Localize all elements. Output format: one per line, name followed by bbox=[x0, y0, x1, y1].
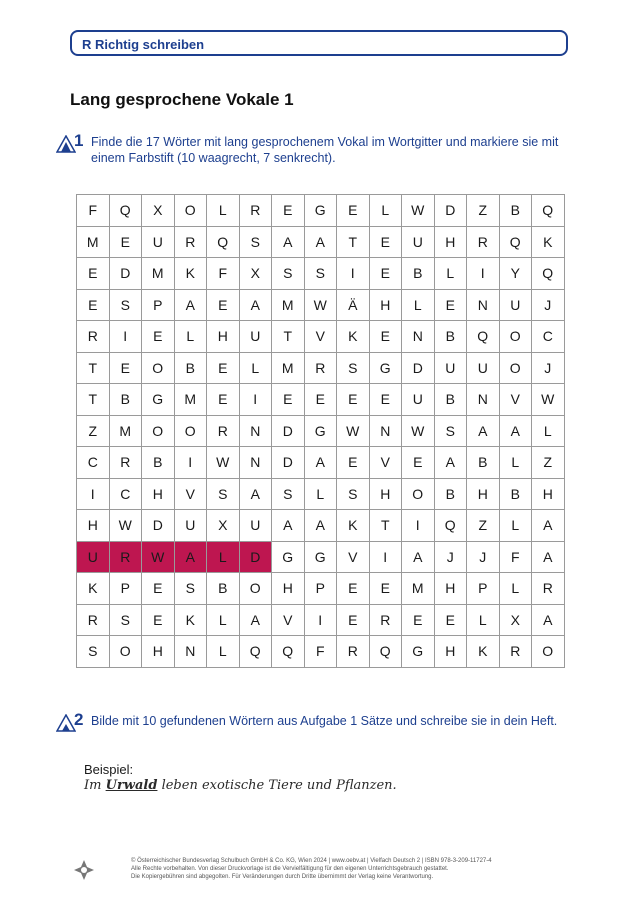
grid-cell[interactable]: V bbox=[272, 604, 305, 636]
grid-cell[interactable]: B bbox=[207, 573, 240, 605]
grid-cell[interactable]: B bbox=[499, 478, 532, 510]
grid-cell[interactable]: S bbox=[77, 636, 110, 668]
grid-cell[interactable]: G bbox=[402, 636, 435, 668]
grid-row bbox=[77, 573, 565, 605]
section-header bbox=[70, 30, 568, 56]
grid-row bbox=[77, 510, 565, 542]
grid-cell[interactable]: L bbox=[532, 415, 565, 447]
grid-cell[interactable]: E bbox=[109, 226, 142, 258]
grid-cell[interactable]: M bbox=[272, 352, 305, 384]
grid-cell[interactable]: D bbox=[402, 352, 435, 384]
grid-cell[interactable]: G bbox=[304, 415, 337, 447]
grid-cell[interactable]: O bbox=[499, 321, 532, 353]
grid-cell[interactable]: I bbox=[239, 384, 272, 416]
grid-cell[interactable]: R bbox=[532, 573, 565, 605]
grid-cell[interactable]: S bbox=[272, 258, 305, 290]
grid-cell[interactable]: F bbox=[77, 195, 110, 227]
grid-cell[interactable]: E bbox=[304, 384, 337, 416]
grid-cell[interactable]: O bbox=[142, 352, 175, 384]
grid-cell[interactable]: E bbox=[109, 352, 142, 384]
grid-cell[interactable]: M bbox=[109, 415, 142, 447]
grid-cell[interactable]: Z bbox=[532, 447, 565, 479]
grid-cell[interactable]: U bbox=[434, 352, 467, 384]
grid-cell[interactable]: K bbox=[337, 510, 370, 542]
grid-cell[interactable]: O bbox=[499, 352, 532, 384]
grid-cell[interactable]: Y bbox=[499, 258, 532, 290]
grid-cell[interactable]: P bbox=[304, 573, 337, 605]
grid-cell[interactable]: A bbox=[499, 415, 532, 447]
grid-cell[interactable]: A bbox=[532, 510, 565, 542]
grid-cell[interactable]: E bbox=[369, 573, 402, 605]
grid-cell[interactable]: Q bbox=[532, 195, 565, 227]
grid-cell[interactable]: E bbox=[434, 604, 467, 636]
example-label: Beispiel: bbox=[84, 762, 134, 777]
grid-cell[interactable]: T bbox=[337, 226, 370, 258]
grid-cell[interactable]: H bbox=[369, 478, 402, 510]
grid-cell[interactable]: L bbox=[174, 321, 207, 353]
grid-cell[interactable]: T bbox=[272, 321, 305, 353]
grid-cell[interactable]: D bbox=[239, 541, 272, 573]
grid-cell[interactable]: C bbox=[109, 478, 142, 510]
grid-row bbox=[77, 447, 565, 479]
grid-cell[interactable]: A bbox=[434, 447, 467, 479]
grid-cell[interactable]: T bbox=[77, 384, 110, 416]
grid-cell[interactable]: K bbox=[532, 226, 565, 258]
grid-cell[interactable]: L bbox=[207, 195, 240, 227]
difficulty-triangle-icon bbox=[56, 714, 76, 732]
grid-cell[interactable]: A bbox=[304, 447, 337, 479]
grid-cell[interactable]: M bbox=[77, 226, 110, 258]
grid-cell[interactable]: E bbox=[207, 384, 240, 416]
grid-row bbox=[77, 226, 565, 258]
grid-cell[interactable]: U bbox=[239, 321, 272, 353]
grid-cell[interactable]: L bbox=[467, 604, 500, 636]
grid-cell[interactable]: G bbox=[304, 195, 337, 227]
example-sentence bbox=[84, 778, 397, 793]
grid-cell[interactable]: M bbox=[174, 384, 207, 416]
grid-cell[interactable]: A bbox=[174, 289, 207, 321]
grid-cell[interactable]: R bbox=[77, 321, 110, 353]
grid-cell[interactable]: G bbox=[272, 541, 305, 573]
grid-cell[interactable]: U bbox=[239, 510, 272, 542]
grid-row bbox=[77, 478, 565, 510]
grid-cell[interactable]: U bbox=[142, 226, 175, 258]
grid-cell[interactable]: E bbox=[402, 447, 435, 479]
grid-cell[interactable]: Q bbox=[369, 636, 402, 668]
grid-cell[interactable]: D bbox=[272, 447, 305, 479]
grid-cell[interactable]: A bbox=[239, 478, 272, 510]
grid-cell[interactable]: Q bbox=[499, 226, 532, 258]
grid-cell[interactable]: R bbox=[369, 604, 402, 636]
grid-row bbox=[77, 636, 565, 668]
grid-cell[interactable]: W bbox=[109, 510, 142, 542]
grid-cell[interactable]: V bbox=[499, 384, 532, 416]
grid-cell[interactable]: O bbox=[174, 415, 207, 447]
grid-cell[interactable]: M bbox=[402, 573, 435, 605]
grid-cell[interactable]: A bbox=[532, 604, 565, 636]
grid-cell[interactable]: U bbox=[174, 510, 207, 542]
grid-cell[interactable]: L bbox=[207, 604, 240, 636]
grid-cell[interactable]: L bbox=[304, 478, 337, 510]
grid-cell[interactable]: E bbox=[337, 384, 370, 416]
grid-cell[interactable]: H bbox=[142, 636, 175, 668]
grid-cell[interactable]: K bbox=[337, 321, 370, 353]
grid-cell[interactable]: V bbox=[174, 478, 207, 510]
grid-cell[interactable]: L bbox=[207, 636, 240, 668]
grid-cell[interactable]: S bbox=[337, 352, 370, 384]
grid-row bbox=[77, 321, 565, 353]
grid-cell[interactable]: A bbox=[272, 510, 305, 542]
section-header-label: R Richtig schreiben bbox=[82, 37, 205, 52]
grid-cell[interactable]: E bbox=[369, 226, 402, 258]
grid-row bbox=[77, 258, 565, 290]
grid-cell[interactable]: B bbox=[434, 321, 467, 353]
grid-cell[interactable]: E bbox=[402, 604, 435, 636]
grid-cell[interactable]: E bbox=[337, 195, 370, 227]
grid-cell[interactable]: H bbox=[532, 478, 565, 510]
grid-cell[interactable]: W bbox=[337, 415, 370, 447]
grid-cell[interactable]: A bbox=[174, 541, 207, 573]
grid-cell[interactable]: Q bbox=[239, 636, 272, 668]
grid-cell[interactable]: N bbox=[239, 447, 272, 479]
grid-cell[interactable]: E bbox=[77, 258, 110, 290]
grid-cell[interactable]: L bbox=[207, 541, 240, 573]
grid-cell[interactable]: H bbox=[272, 573, 305, 605]
grid-cell[interactable]: O bbox=[174, 195, 207, 227]
grid-cell[interactable]: N bbox=[402, 321, 435, 353]
grid-cell[interactable]: A bbox=[272, 226, 305, 258]
task-number: 2 bbox=[74, 710, 84, 729]
grid-cell[interactable]: R bbox=[304, 352, 337, 384]
grid-cell[interactable]: E bbox=[142, 321, 175, 353]
grid-cell[interactable]: H bbox=[434, 226, 467, 258]
grid-cell[interactable]: L bbox=[499, 573, 532, 605]
grid-row bbox=[77, 604, 565, 636]
grid-cell[interactable]: M bbox=[142, 258, 175, 290]
grid-cell[interactable]: Q bbox=[272, 636, 305, 668]
footer-line: © Österreichischer Bundesverlag Schulbuch GmbH & Co. KG, Wien 2024 | www.oebv.at | Vielfach Deutsch 2 | ISBN 978-3-209-11727-4 bbox=[131, 858, 492, 864]
grid-cell[interactable]: Z bbox=[77, 415, 110, 447]
grid-cell[interactable]: O bbox=[532, 636, 565, 668]
task-instruction: Finde die 17 Wörter mit lang gesprochenem Vokal im Wortgitter und markiere sie mit einem Farbstift (10 waagrecht, 7 senkrecht). bbox=[91, 135, 559, 165]
publisher-logo-icon bbox=[72, 858, 96, 882]
grid-cell[interactable]: D bbox=[142, 510, 175, 542]
grid-cell[interactable]: L bbox=[239, 352, 272, 384]
grid-cell[interactable]: T bbox=[77, 352, 110, 384]
grid-cell[interactable]: R bbox=[337, 636, 370, 668]
grid-cell[interactable]: W bbox=[402, 195, 435, 227]
grid-cell[interactable]: H bbox=[207, 321, 240, 353]
grid-cell[interactable]: X bbox=[142, 195, 175, 227]
grid-cell[interactable]: W bbox=[142, 541, 175, 573]
grid-row bbox=[77, 352, 565, 384]
grid-cell[interactable]: O bbox=[239, 573, 272, 605]
grid-cell[interactable]: S bbox=[239, 226, 272, 258]
grid-cell[interactable]: H bbox=[467, 478, 500, 510]
footer bbox=[131, 857, 571, 881]
grid-cell[interactable]: D bbox=[109, 258, 142, 290]
grid-cell[interactable]: E bbox=[337, 447, 370, 479]
grid-cell[interactable]: A bbox=[402, 541, 435, 573]
grid-row bbox=[77, 415, 565, 447]
grid-cell[interactable]: N bbox=[467, 384, 500, 416]
page-title: Lang gesprochene Vokale 1 bbox=[70, 90, 294, 109]
grid-cell[interactable]: V bbox=[369, 447, 402, 479]
grid-cell[interactable]: V bbox=[304, 321, 337, 353]
grid-cell[interactable]: F bbox=[207, 258, 240, 290]
grid-cell[interactable]: P bbox=[467, 573, 500, 605]
grid-cell[interactable]: E bbox=[77, 289, 110, 321]
grid-cell[interactable]: C bbox=[77, 447, 110, 479]
grid-cell[interactable]: B bbox=[402, 258, 435, 290]
grid-cell[interactable]: I bbox=[174, 447, 207, 479]
grid-cell[interactable]: Q bbox=[467, 321, 500, 353]
grid-cell[interactable]: K bbox=[174, 604, 207, 636]
grid-cell[interactable]: L bbox=[499, 447, 532, 479]
grid-cell[interactable]: L bbox=[402, 289, 435, 321]
grid-cell[interactable]: U bbox=[467, 352, 500, 384]
grid-cell[interactable]: I bbox=[337, 258, 370, 290]
grid-cell[interactable]: H bbox=[142, 478, 175, 510]
grid-cell[interactable]: U bbox=[499, 289, 532, 321]
grid-cell[interactable]: I bbox=[304, 604, 337, 636]
grid-cell[interactable]: N bbox=[369, 415, 402, 447]
grid-cell[interactable]: J bbox=[467, 541, 500, 573]
grid-row bbox=[77, 195, 565, 227]
grid-cell[interactable]: A bbox=[239, 289, 272, 321]
grid-cell[interactable]: D bbox=[434, 195, 467, 227]
grid-cell[interactable]: J bbox=[532, 352, 565, 384]
grid-cell[interactable]: K bbox=[77, 573, 110, 605]
grid-cell[interactable]: O bbox=[109, 636, 142, 668]
grid-row bbox=[77, 289, 565, 321]
grid-cell[interactable]: I bbox=[369, 541, 402, 573]
grid-cell[interactable]: Q bbox=[207, 226, 240, 258]
grid-cell[interactable]: A bbox=[304, 226, 337, 258]
grid-cell[interactable]: Ä bbox=[337, 289, 370, 321]
grid-cell[interactable]: U bbox=[402, 384, 435, 416]
grid-cell[interactable]: F bbox=[304, 636, 337, 668]
grid-cell[interactable]: E bbox=[369, 384, 402, 416]
grid-cell[interactable]: R bbox=[109, 541, 142, 573]
grid-cell[interactable]: H bbox=[434, 636, 467, 668]
grid-cell[interactable]: D bbox=[272, 415, 305, 447]
grid-cell[interactable]: W bbox=[402, 415, 435, 447]
footer-line: Alle Rechte vorbehalten. Von dieser Druckvorlage ist die Vervielfältigung für den eigenen Unterrichtsgebrauch gestattet. bbox=[131, 866, 449, 872]
grid-cell[interactable]: E bbox=[434, 289, 467, 321]
grid-cell[interactable]: G bbox=[369, 352, 402, 384]
grid-cell[interactable]: A bbox=[304, 510, 337, 542]
grid-cell[interactable]: Z bbox=[467, 195, 500, 227]
grid-cell[interactable]: C bbox=[532, 321, 565, 353]
grid-cell[interactable]: H bbox=[77, 510, 110, 542]
grid-cell[interactable]: R bbox=[174, 226, 207, 258]
grid-cell[interactable]: S bbox=[434, 415, 467, 447]
grid-cell[interactable]: W bbox=[304, 289, 337, 321]
grid-cell[interactable]: V bbox=[337, 541, 370, 573]
grid-cell[interactable]: W bbox=[532, 384, 565, 416]
grid-cell[interactable]: M bbox=[272, 289, 305, 321]
grid-cell[interactable]: I bbox=[109, 321, 142, 353]
grid-cell[interactable]: B bbox=[434, 384, 467, 416]
task-instruction: Bilde mit 10 gefundenen Wörtern aus Aufgabe 1 Sätze und schreibe sie in dein Heft. bbox=[91, 714, 558, 728]
grid-cell[interactable]: R bbox=[109, 447, 142, 479]
grid-cell[interactable]: R bbox=[467, 226, 500, 258]
grid-cell[interactable]: A bbox=[467, 415, 500, 447]
grid-cell[interactable]: N bbox=[239, 415, 272, 447]
grid-cell[interactable]: J bbox=[532, 289, 565, 321]
grid-cell[interactable]: R bbox=[207, 415, 240, 447]
task-number: 1 bbox=[74, 131, 84, 150]
grid-cell[interactable]: R bbox=[77, 604, 110, 636]
grid-cell[interactable]: L bbox=[499, 510, 532, 542]
grid-cell[interactable]: E bbox=[337, 573, 370, 605]
grid-cell[interactable]: A bbox=[532, 541, 565, 573]
grid-cell[interactable]: I bbox=[467, 258, 500, 290]
grid-cell[interactable]: J bbox=[434, 541, 467, 573]
grid-cell[interactable]: P bbox=[142, 289, 175, 321]
grid-cell[interactable]: Q bbox=[434, 510, 467, 542]
grid-cell[interactable]: B bbox=[174, 352, 207, 384]
grid-cell[interactable]: U bbox=[77, 541, 110, 573]
grid-cell[interactable]: E bbox=[207, 289, 240, 321]
grid-cell[interactable]: S bbox=[207, 478, 240, 510]
word-grid bbox=[76, 194, 565, 668]
grid-cell[interactable]: X bbox=[207, 510, 240, 542]
grid-cell[interactable]: K bbox=[467, 636, 500, 668]
grid-cell[interactable]: S bbox=[174, 573, 207, 605]
grid-cell[interactable]: B bbox=[142, 447, 175, 479]
grid-cell[interactable]: S bbox=[109, 289, 142, 321]
example-suffix: leben exotische Tiere und Pflanzen. bbox=[157, 778, 397, 793]
grid-cell[interactable]: E bbox=[142, 604, 175, 636]
grid-cell[interactable]: A bbox=[239, 604, 272, 636]
grid-cell[interactable]: T bbox=[369, 510, 402, 542]
grid-cell[interactable]: B bbox=[109, 384, 142, 416]
grid-cell[interactable]: R bbox=[499, 636, 532, 668]
grid-cell[interactable]: K bbox=[174, 258, 207, 290]
difficulty-triangle-icon bbox=[56, 135, 76, 153]
grid-cell[interactable]: E bbox=[369, 258, 402, 290]
grid-cell[interactable]: G bbox=[142, 384, 175, 416]
grid-cell[interactable]: I bbox=[402, 510, 435, 542]
example-prefix: Im bbox=[84, 778, 106, 793]
grid-cell[interactable]: L bbox=[434, 258, 467, 290]
grid-cell[interactable]: E bbox=[369, 321, 402, 353]
grid-cell[interactable]: B bbox=[467, 447, 500, 479]
grid-cell[interactable]: X bbox=[499, 604, 532, 636]
grid-cell[interactable]: X bbox=[239, 258, 272, 290]
grid-cell[interactable]: S bbox=[304, 258, 337, 290]
grid-cell[interactable]: E bbox=[272, 384, 305, 416]
grid-cell[interactable]: P bbox=[109, 573, 142, 605]
grid-cell[interactable]: B bbox=[434, 478, 467, 510]
footer-line: Die Kopiergebühren sind abgegolten. Für Veränderungen durch Dritte übernimmt der Verlag keine Verantwortung. bbox=[131, 874, 434, 880]
grid-cell[interactable]: L bbox=[369, 195, 402, 227]
grid-cell[interactable]: Q bbox=[109, 195, 142, 227]
grid-row bbox=[77, 541, 565, 573]
grid-cell[interactable]: Q bbox=[532, 258, 565, 290]
grid-cell[interactable]: S bbox=[109, 604, 142, 636]
grid-cell[interactable]: N bbox=[174, 636, 207, 668]
grid-cell[interactable]: I bbox=[77, 478, 110, 510]
grid-row bbox=[77, 384, 565, 416]
grid-cell[interactable]: E bbox=[207, 352, 240, 384]
grid-cell[interactable]: H bbox=[434, 573, 467, 605]
grid-cell[interactable]: W bbox=[207, 447, 240, 479]
grid-cell[interactable]: Z bbox=[467, 510, 500, 542]
example-word: Urwald bbox=[105, 778, 158, 793]
grid-cell[interactable]: B bbox=[499, 195, 532, 227]
grid-cell[interactable]: N bbox=[467, 289, 500, 321]
grid-cell[interactable]: H bbox=[369, 289, 402, 321]
grid-cell[interactable]: S bbox=[272, 478, 305, 510]
grid-cell[interactable]: F bbox=[499, 541, 532, 573]
grid-cell[interactable]: O bbox=[402, 478, 435, 510]
grid-cell[interactable]: G bbox=[304, 541, 337, 573]
grid-cell[interactable]: U bbox=[402, 226, 435, 258]
grid-cell[interactable]: O bbox=[142, 415, 175, 447]
grid-cell[interactable]: S bbox=[337, 478, 370, 510]
grid-cell[interactable]: E bbox=[142, 573, 175, 605]
grid-cell[interactable]: R bbox=[239, 195, 272, 227]
grid-cell[interactable]: E bbox=[337, 604, 370, 636]
grid-cell[interactable]: E bbox=[272, 195, 305, 227]
